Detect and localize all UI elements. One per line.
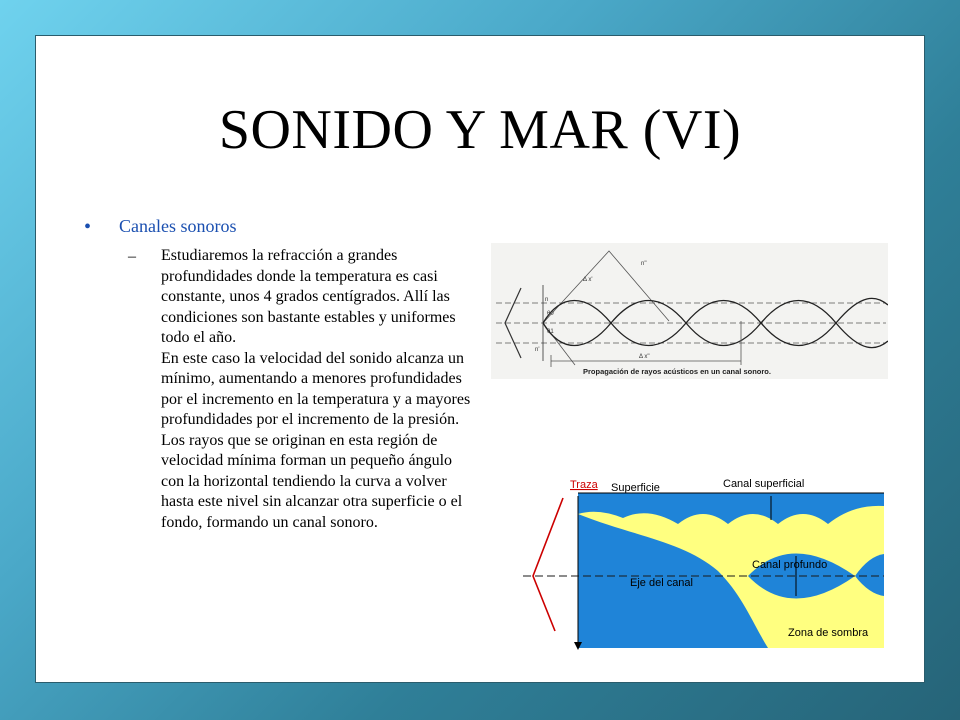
label-n-low: n' <box>535 347 540 353</box>
paragraph-3: Los rayos que se originan en esta región de velocidad mínima forman un pequeño ángulo con la horizontal tendiendo la curva a volver hasta este nivel sin alcanzar otra superficie o el fondo, formando un canal sonoro. <box>161 431 463 531</box>
label-n-mid: n <box>545 297 549 303</box>
paragraph-2: En este caso la velocidad del sonido alcanza un mínimo, aumentando a menores profundidades por el incremento en la temperatura y a mayores profundidades por el incremento de la presión. <box>161 349 471 428</box>
label-theta0: θ0 <box>547 311 554 317</box>
slide <box>35 35 925 683</box>
sound-channel-diagram <box>523 456 884 651</box>
label-theta1: θ1 <box>547 329 554 335</box>
ray-propagation-diagram <box>491 243 888 379</box>
label-surface-channel: Canal superficial <box>723 478 805 490</box>
bullet-dot-icon: • <box>84 216 92 238</box>
label-surface: Superficie <box>611 482 660 494</box>
body-text <box>161 246 473 533</box>
label-n-top: n'' <box>641 261 647 267</box>
label-channel-axis: Eje del canal <box>630 577 693 589</box>
bullet-label: Canales sonoros <box>119 216 237 236</box>
figure-caption: Propagación de rayos acústicos en un canal sonoro. <box>583 367 771 376</box>
slide-title: SONIDO Y MAR (VI) <box>218 99 742 161</box>
label-delta-top: Δ x' <box>583 277 593 283</box>
label-trace: Traza <box>570 479 598 491</box>
label-shadow-zone: Zona de sombra <box>788 627 869 639</box>
paragraph-1: Estudiaremos la refracción a grandes profundidades donde la temperatura es casi constante, unos 4 grados centígrados. Allí las condiciones son bastante estables y uniformes todo el año. <box>161 247 456 346</box>
trace-zigzag <box>533 498 563 631</box>
sub-bullet-dash: – <box>128 248 136 265</box>
label-delta-bottom: Δ x'' <box>639 354 650 360</box>
label-deep-channel: Canal profundo <box>752 559 828 571</box>
